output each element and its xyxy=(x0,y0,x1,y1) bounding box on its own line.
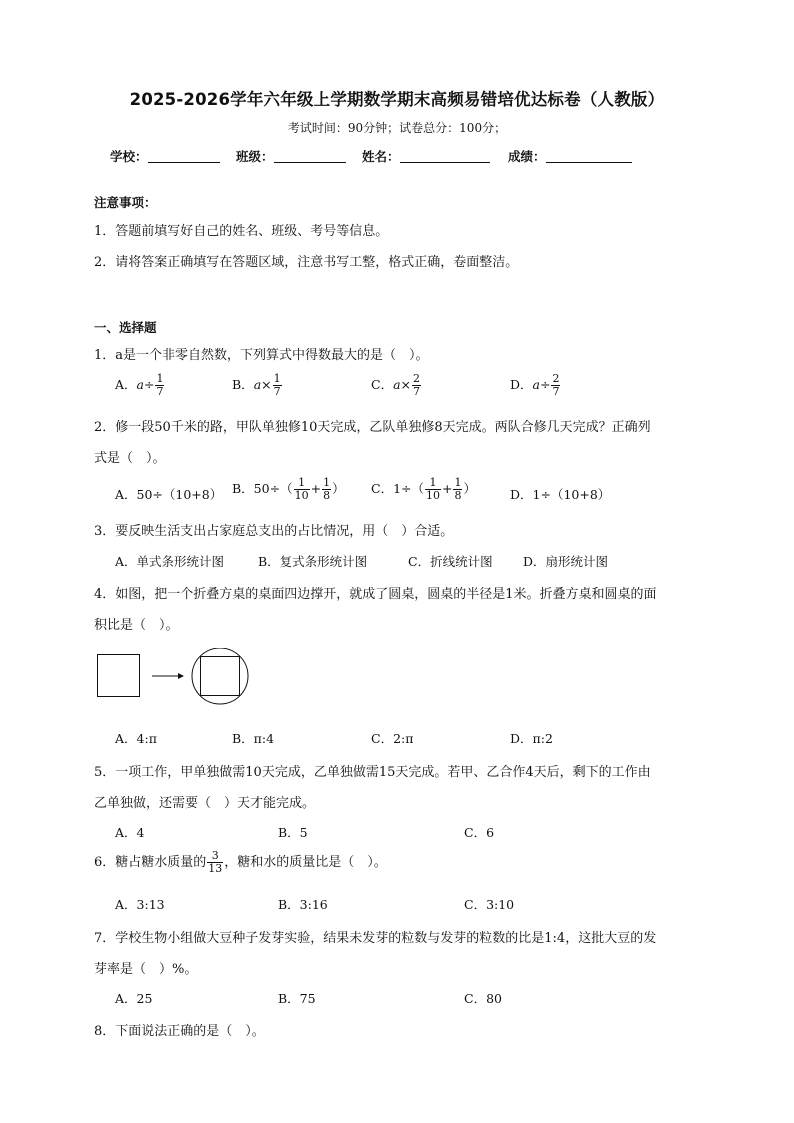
q2-c-num-1: 1 xyxy=(429,476,437,489)
q1-option-c-label: C． xyxy=(371,377,394,392)
q5-option-b[interactable]: B．5 xyxy=(278,825,308,840)
q3-option-b[interactable]: B．复式条形统计图 xyxy=(258,554,368,569)
q2-c-fraction-1 xyxy=(425,477,441,502)
q1-b-denominator: 7 xyxy=(273,385,281,398)
q1-option-a-var: a xyxy=(136,377,144,392)
q1-option-d[interactable] xyxy=(510,373,561,398)
q2-c-num-2: 1 xyxy=(454,476,462,489)
arrow-head-icon xyxy=(178,673,184,679)
q4-option-d[interactable]: D．π:2 xyxy=(510,731,553,746)
name-blank[interactable] xyxy=(400,149,490,163)
q2-c-fraction-2 xyxy=(453,477,462,502)
question-4-line-1: 4．如图，把一个折叠方桌的桌面四边撑开，就成了圆桌，圆桌的半径是1米。折叠方桌和圆桌的面 xyxy=(94,587,657,602)
exam-subtitle: 考试时间：90分钟；试卷总分：100分； xyxy=(287,121,507,135)
q6-suffix: ，糖和水的质量比是（ ）。 xyxy=(224,855,387,870)
q2-option-b[interactable] xyxy=(232,477,345,502)
q1-option-a[interactable] xyxy=(115,373,165,398)
q2-option-c-suffix: ） xyxy=(463,481,476,496)
q1-option-c[interactable] xyxy=(371,373,422,398)
q1-option-c-fraction xyxy=(412,373,421,398)
q1-option-a-fraction xyxy=(155,373,164,398)
score-field xyxy=(508,147,632,165)
q2-c-den-2: 8 xyxy=(454,489,462,502)
q1-option-a-label: A． xyxy=(115,377,137,392)
q1-option-d-fraction xyxy=(551,373,560,398)
q2-option-c-prefix: C．1÷（ xyxy=(371,481,424,496)
q1-option-d-var: a xyxy=(532,377,540,392)
q2-b-num-1: 1 xyxy=(298,476,306,489)
q1-option-a-op: ÷ xyxy=(143,377,155,392)
q2-c-den-1: 10 xyxy=(426,489,440,502)
q2-b-num-2: 1 xyxy=(323,476,331,489)
name-field xyxy=(362,147,490,165)
q4-option-c[interactable]: C．2:π xyxy=(371,731,414,746)
q2-c-plus: + xyxy=(442,481,453,496)
q2-option-a[interactable]: A．50÷（10+8） xyxy=(115,487,223,502)
q1-option-b-fraction xyxy=(273,373,282,398)
notes-heading: 注意事项： xyxy=(94,195,157,210)
q7-option-a[interactable]: A．25 xyxy=(115,991,153,1006)
q1-option-b-op: × xyxy=(261,377,272,392)
q3-option-a[interactable]: A．单式条形统计图 xyxy=(115,554,225,569)
q7-option-b[interactable]: B．75 xyxy=(278,991,316,1006)
q6-numerator: 3 xyxy=(211,849,219,862)
question-8-text: 8．下面说法正确的是（ ）。 xyxy=(94,1024,265,1039)
class-field xyxy=(236,147,346,165)
q1-option-b-var: a xyxy=(253,377,262,392)
q6-option-b[interactable]: B．3:16 xyxy=(278,897,328,912)
q2-option-b-prefix: B．50÷（ xyxy=(232,481,293,496)
question-7-line-2: 芽率是（ ）%。 xyxy=(94,962,198,977)
q6-option-c[interactable]: C．3:10 xyxy=(464,897,515,912)
q3-option-c[interactable]: C．折线统计图 xyxy=(408,554,493,569)
q2-b-plus: + xyxy=(310,481,322,496)
q2-option-c[interactable] xyxy=(371,477,476,502)
q1-d-denominator: 7 xyxy=(552,385,560,398)
school-field xyxy=(110,147,220,165)
name-label: 姓名： xyxy=(362,149,400,164)
question-7-line-1: 7．学校生物小组做大豆种子发芽实验，结果未发芽的粒数与发芽的粒数的比是1:4，这批大豆的发 xyxy=(94,931,657,946)
q1-d-numerator: 2 xyxy=(552,372,560,385)
q2-b-den-1: 10 xyxy=(294,489,309,502)
inscribed-square-shape xyxy=(201,657,240,696)
q6-option-a[interactable]: A．3:13 xyxy=(115,897,165,912)
q7-option-c[interactable]: C．80 xyxy=(464,991,502,1006)
question-4-line-2: 积比是（ ）。 xyxy=(94,618,179,633)
q6-fraction xyxy=(207,850,223,875)
q5-option-c[interactable]: C．6 xyxy=(464,825,495,840)
q5-option-a[interactable]: A．4 xyxy=(115,825,145,840)
section-heading: 一、选择题 xyxy=(94,320,157,335)
note-item-1: 1．答题前填写好自己的姓名、班级、考号等信息。 xyxy=(94,224,389,239)
q1-option-c-op: × xyxy=(400,377,412,392)
school-label: 学校： xyxy=(110,149,148,164)
q1-option-d-op: ÷ xyxy=(539,377,551,392)
question-2-line-2: 式是（ ）。 xyxy=(94,451,166,466)
exam-title: 2025-2026学年六年级上学期数学期末高频易错培优达标卷（人教版） xyxy=(129,90,665,109)
question-2-line-1: 2．修一段50千米的路，甲队单独修10天完成，乙队单独修8天完成。两队合修几天完成？正确列 xyxy=(94,420,651,435)
q4-option-b[interactable]: B．π:4 xyxy=(232,731,275,746)
q2-b-fraction-2 xyxy=(322,477,331,502)
q1-option-b-label: B． xyxy=(232,377,254,392)
question-5-line-1: 5．一项工作，甲单独做需10天完成，乙单独做需15天完成。若甲、乙合作4天后，剩下的工作由 xyxy=(94,765,651,780)
q1-a-denominator: 7 xyxy=(156,385,164,398)
q1-option-d-label: D． xyxy=(510,377,533,392)
score-blank[interactable] xyxy=(546,149,632,163)
q2-option-b-suffix: ） xyxy=(332,481,345,496)
question-3-text: 3．要反映生活支出占家庭总支出的占比情况，用（ ）合适。 xyxy=(94,524,454,539)
question-6-text xyxy=(94,850,387,875)
q1-c-denominator: 7 xyxy=(413,385,421,398)
q2-option-d[interactable]: D．1÷（10+8） xyxy=(510,487,611,502)
q2-b-fraction-1 xyxy=(294,477,310,502)
q1-option-c-var: a xyxy=(393,377,401,392)
q6-denominator: 13 xyxy=(208,862,223,875)
class-label: 班级： xyxy=(236,149,274,164)
school-blank[interactable] xyxy=(148,149,220,163)
square-table-shape xyxy=(98,655,140,697)
q1-b-numerator: 1 xyxy=(273,372,281,385)
question-5-line-2: 乙单独做，还需要（ ）天才能完成。 xyxy=(94,796,316,811)
question-1-text: 1．a是一个非零自然数，下列算式中得数最大的是（ ）。 xyxy=(94,348,429,363)
q4-option-a[interactable]: A．4:π xyxy=(115,731,157,746)
q3-option-d[interactable]: D．扇形统计图 xyxy=(523,554,609,569)
note-item-2: 2．请将答案正确填写在答题区域，注意书写工整，格式正确，卷面整洁。 xyxy=(94,255,519,270)
q1-a-numerator: 1 xyxy=(156,372,164,385)
square-to-circle-figure xyxy=(94,648,264,708)
q1-c-numerator: 2 xyxy=(413,372,421,385)
score-label: 成绩： xyxy=(508,149,546,164)
q1-option-b[interactable] xyxy=(232,373,283,398)
q6-prefix: 6．糖占糖水质量的 xyxy=(94,855,207,870)
class-blank[interactable] xyxy=(274,149,346,163)
q2-b-den-2: 8 xyxy=(323,489,331,502)
